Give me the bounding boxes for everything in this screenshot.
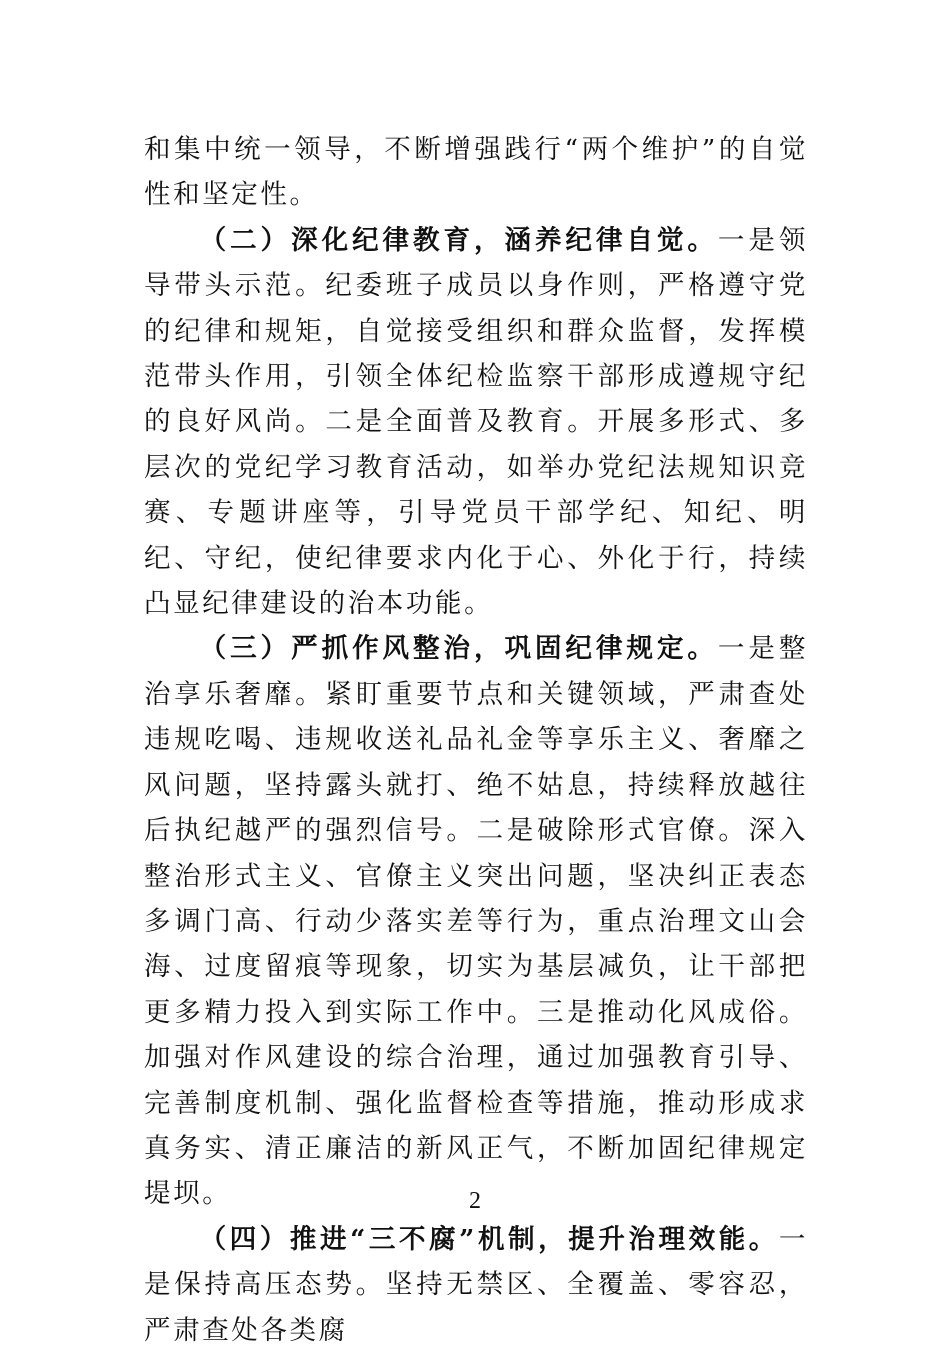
paragraph-text: 一是保持高压态势。坚持无禁区、全覆盖、零容忍，严肃查处各类腐 — [144, 1223, 808, 1346]
paragraph-three-no-corruption — [144, 1217, 808, 1353]
paragraph-continuation — [144, 127, 808, 218]
section-heading: （四）推进“三不腐”机制，提升治理效能。 — [199, 1223, 779, 1255]
paragraph-text: 一是整治享乐奢靡。紧盯重要节点和关键领域，严肃查处违规吃喝、违规收送礼品礼金等享乐主义、奢靡之风问题，坚持露头就打、绝不姑息，持续释放越往后执纪越严的强烈信号。二是破除形式官僚。深入整治形式主义、官僚主义突出问题，坚决纠正表态多调门高、行动少落实差等行为，重点治理文山会海、过度留痕等现象，切实为基层减负，让干部把更多精力投入到实际工作中。三是推动化风成俗。加强对作风建设的综合治理，通过加强教育引导、完善制度机制、强化监督检查等措施，推动形成求真务实、清正廉洁的新风正气，不断加固纪律规定堤坝。 — [144, 633, 808, 1210]
paragraph-text: 一是领导带头示范。纪委班子成员以身作则，严格遵守党的纪律和规矩，自觉接受组织和群众监督，发挥模范带头作用，引领全体纪检监察干部形成遵规守纪的良好风尚。二是全面普及教育。开展多形式、多层次的党纪学习教育活动，如举办党纪法规知识竞赛、专题讲座等，引导党员干部学纪、知纪、明纪、守纪，使纪律要求内化于心、外化于行，持续凸显纪律建设的治本功能。 — [144, 224, 808, 620]
paragraph-discipline-education — [144, 218, 808, 627]
page-number: 2 — [469, 1188, 481, 1214]
paragraph-work-style-rectification — [144, 626, 808, 1216]
document-body — [144, 127, 808, 1353]
paragraph-text: 和集中统一领导，不断增强践行“两个维护”的自觉性和坚定性。 — [144, 134, 808, 211]
section-heading: （三）严抓作风整治，巩固纪律规定。 — [199, 633, 718, 665]
section-heading: （二）深化纪律教育，涵养纪律自觉。 — [199, 224, 718, 256]
